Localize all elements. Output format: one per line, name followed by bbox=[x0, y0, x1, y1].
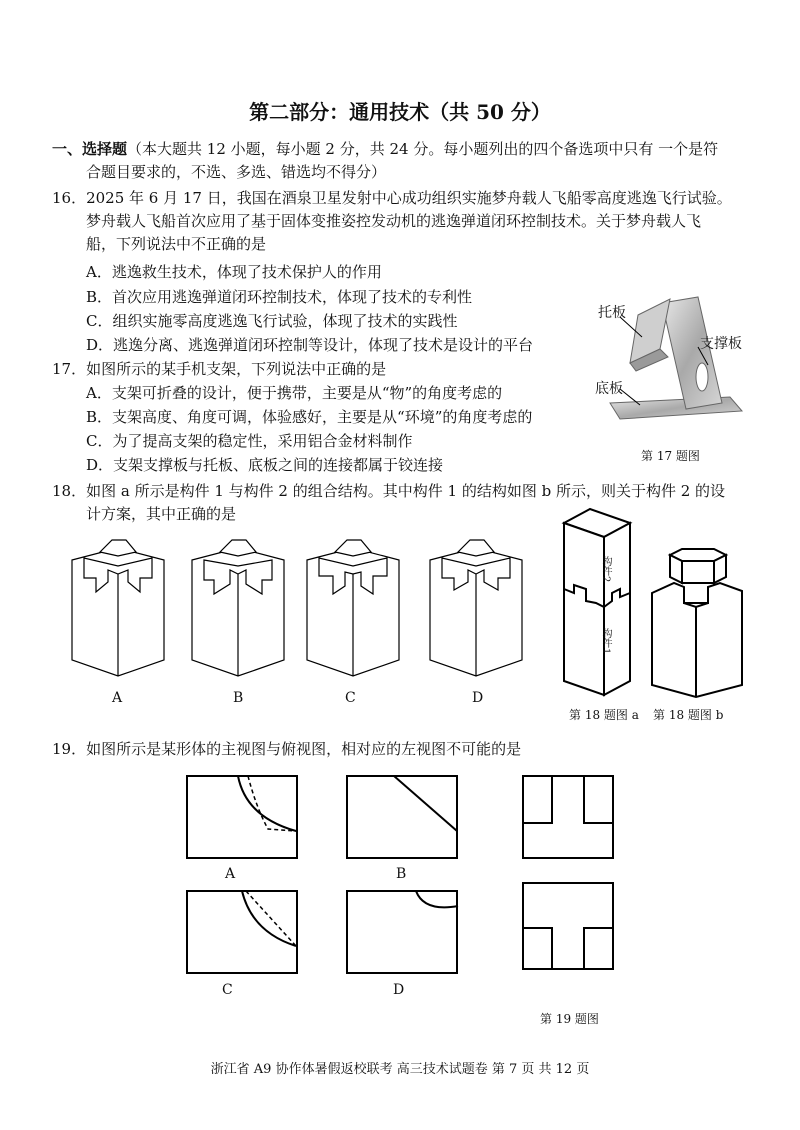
q19-stem bbox=[52, 738, 521, 760]
q18-caption-a: 第 18 题图 a bbox=[569, 708, 639, 722]
q18-label-c: C bbox=[345, 690, 356, 706]
q16-stem-text-1: 2025 年 6 月 17 日，我国在酒泉卫星发射中心成功组织实施梦舟载人飞船零高度逃逸飞行试验。 bbox=[86, 189, 732, 207]
q16-option-a: A．逃逸救生技术，体现了技术保护人的作用 bbox=[86, 263, 382, 281]
q17-option-a: A．支架可折叠的设计，便于携带，主要是从“物”的角度考虑的 bbox=[86, 384, 503, 402]
q19-label-b: B bbox=[396, 866, 407, 882]
q19-option-d-drawing bbox=[346, 890, 458, 974]
q16-option-d: D．逃逸分离、逃逸弹道闭环控制等设计，体现了技术是设计的平台 bbox=[86, 336, 534, 354]
q18-label-d: D bbox=[472, 690, 484, 706]
q19-label-c: C bbox=[222, 982, 233, 998]
label-zhichengban: 支撑板 bbox=[700, 336, 742, 352]
q16-stem-3: 船，下列说法中不正确的是 bbox=[86, 235, 267, 253]
section-description: （本大题共 12 小题，每小题 2 分，共 24 分。每小题列出的四个备选项中只有 一个是符 bbox=[127, 140, 719, 158]
q17-stem-text: 如图所示的某手机支架，下列说法中正确的是 bbox=[86, 360, 387, 378]
q16-number: 16． bbox=[52, 189, 87, 207]
q18-number: 18． bbox=[52, 482, 87, 500]
q16-stem-2: 梦舟载人飞船首次应用了基于固体变推姿控发动机的逃逸弹道闭环控制技术。关于梦舟载人飞 bbox=[86, 212, 702, 230]
q18-option-b-drawing bbox=[190, 530, 290, 680]
q17-number: 17． bbox=[52, 360, 87, 378]
q18-figure-b bbox=[648, 545, 748, 700]
q19-option-a-drawing bbox=[186, 775, 298, 859]
page-title: 第二部分：通用技术（共 50 分） bbox=[249, 100, 551, 124]
q18-option-c-drawing bbox=[305, 530, 405, 680]
q19-option-b-drawing bbox=[346, 775, 458, 859]
q19-label-a: A bbox=[225, 866, 236, 882]
label-diban: 底板 bbox=[595, 381, 623, 397]
q18-stem-text-1: 如图 a 所示是构件 1 与构件 2 的组合结构。其中构件 1 的结构如图 b 所示，则关于构件 2 的设 bbox=[86, 482, 726, 500]
q16-option-b: B．首次应用逃逸弹道闭环控制技术，体现了技术的专利性 bbox=[86, 288, 473, 306]
q17-option-d: D．支架支撑板与托板、底板之间的连接都属于铰连接 bbox=[86, 456, 444, 474]
section-heading bbox=[52, 138, 718, 160]
label-tuoban: 托板 bbox=[598, 305, 626, 321]
q19-side-view-1 bbox=[522, 775, 614, 859]
q17-option-c: C．为了提高支架的稳定性，采用铝合金材料制作 bbox=[86, 432, 413, 450]
q18-figure-a bbox=[560, 505, 640, 700]
q19-side-view-2 bbox=[522, 882, 614, 970]
q19-label-d: D bbox=[393, 982, 405, 998]
q18-stem-2: 计方案，其中正确的是 bbox=[86, 505, 237, 523]
q16-stem-1 bbox=[52, 187, 732, 209]
q18-label-b: B bbox=[233, 690, 244, 706]
part2-label: 构件2 bbox=[600, 556, 611, 583]
q19-stem-text: 如图所示是某形体的主视图与俯视图，相对应的左视图不可能的是 bbox=[86, 740, 522, 758]
page-footer: 浙江省 A9 协作体暑假返校联考 高三技术试题卷 第 7 页 共 12 页 bbox=[210, 1062, 590, 1077]
section-label: 一、选择题 bbox=[52, 140, 128, 158]
q19-option-c-drawing bbox=[186, 890, 298, 974]
q17-stem bbox=[52, 358, 386, 380]
part1-label: 构件1 bbox=[600, 628, 611, 655]
q18-stem-1 bbox=[52, 480, 725, 502]
q17-option-b: B．支架高度、角度可调，体验感好，主要是从“环境”的角度考虑的 bbox=[86, 408, 533, 426]
q18-option-d-drawing bbox=[428, 530, 528, 680]
q18-caption-b: 第 18 题图 b bbox=[653, 708, 724, 722]
q19-caption: 第 19 题图 bbox=[540, 1012, 599, 1026]
section-description-cont: 合题目要求的，不选、多选、错选均不得分） bbox=[86, 163, 387, 181]
q18-label-a: A bbox=[112, 690, 123, 706]
q16-option-c: C．组织实施零高度逃逸飞行试验，体现了技术的实践性 bbox=[86, 312, 458, 330]
q18-option-a-drawing bbox=[70, 530, 170, 680]
q19-number: 19． bbox=[52, 740, 87, 758]
q17-caption: 第 17 题图 bbox=[641, 449, 700, 463]
